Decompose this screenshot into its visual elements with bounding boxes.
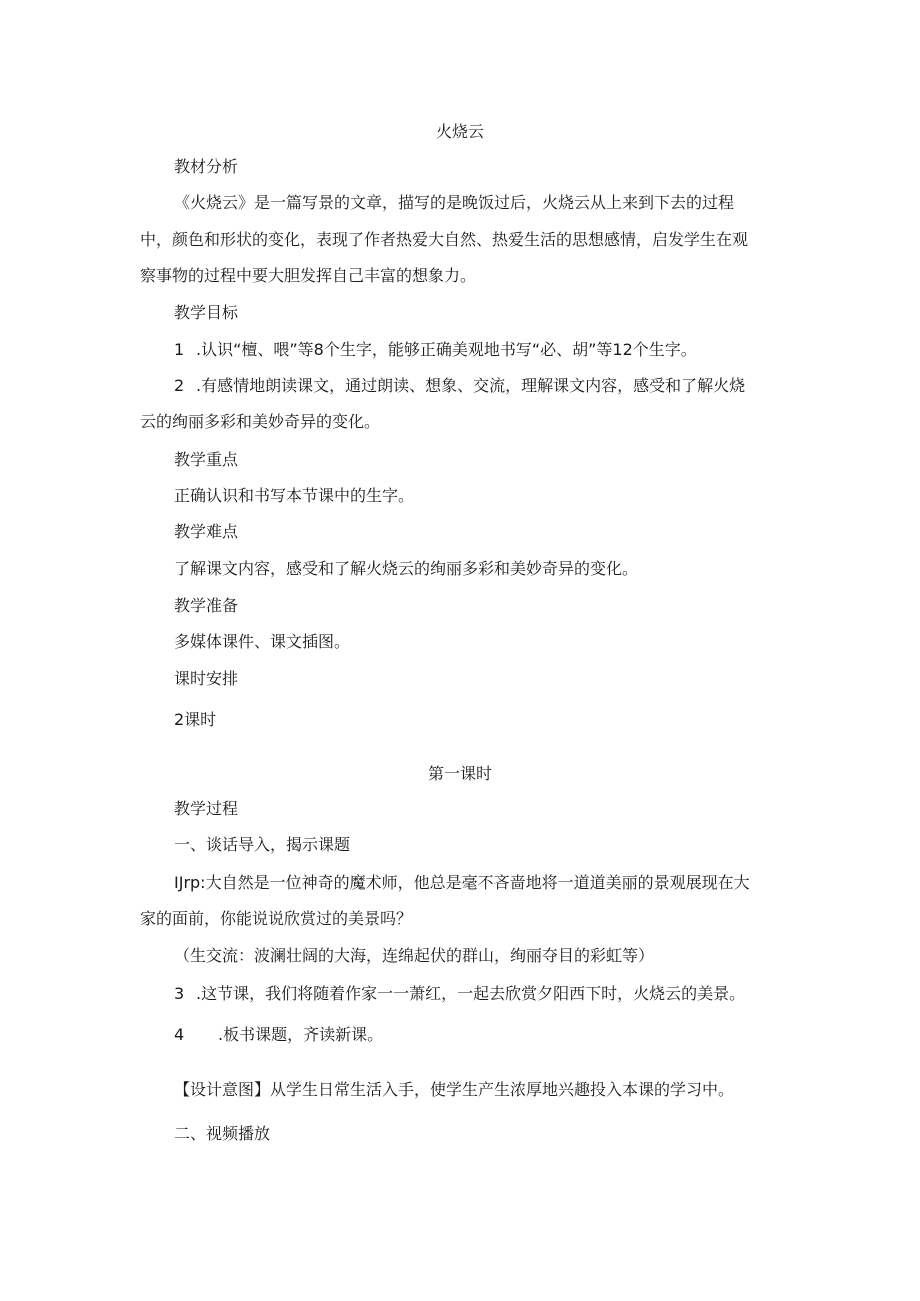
item-4-number: 4 [174, 1025, 185, 1044]
goal-2-text-line-2: 云的绚丽多彩和美妙奇异的变化。 [140, 412, 381, 431]
goal-1-text: .认识“檀、喂”等8个生字，能够正确美观地书写“必、胡”等12个生字。 [196, 340, 697, 359]
item-3-text: .这节课，我们将随着作家一一萧红，一起去欣赏夕阳西下时，火烧云的美景。 [196, 984, 746, 1003]
step-1-line-2: 家的面前，你能说说欣赏过的美景吗？ [140, 909, 413, 928]
heading-prep: 教学准备 [174, 596, 239, 615]
difficulty-text: 了解课文内容，感受和了解火烧云的绚丽多彩和美妙奇异的变化。 [174, 559, 639, 578]
lesson-1-title: 第一课时 [427, 764, 492, 783]
step-2-title: 二、视频播放 [174, 1124, 271, 1143]
goal-2 [174, 376, 745, 396]
design-intent: 【设计意图】从学生日常生活入手，使学生产生浓厚地兴趣投入本课的学习中。 [174, 1080, 735, 1099]
prep-text: 多媒体课件、课文插图。 [174, 632, 351, 651]
step-1-line-3: （生交流：波澜壮阔的大海，连绵起伏的群山，绚丽夺目的彩虹等） [174, 946, 655, 965]
heading-schedule: 课时安排 [174, 669, 239, 688]
heading-difficulty: 教学难点 [174, 522, 239, 541]
item-3 [174, 984, 745, 1004]
goal-2-text-line-1: .有感情地朗读课文，通过朗读、想象、交流，理解课文内容，感受和了解火烧 [196, 376, 746, 395]
item-3-number: 3 [174, 984, 185, 1003]
item-4-text: .板书课题，齐读新课。 [218, 1025, 384, 1044]
goal-1 [174, 340, 697, 360]
heading-process: 教学过程 [174, 799, 239, 818]
schedule-text: 2课时 [174, 710, 217, 729]
document-title: 火烧云 [435, 122, 484, 141]
step-1-line-1: IJrp:大自然是一位神奇的魔术师，他总是毫不吝啬地将一道道美丽的景观展现在大 [174, 873, 750, 892]
heading-analysis: 教材分析 [174, 157, 239, 176]
key-text: 正确认识和书写本节课中的生字。 [174, 486, 415, 505]
step-1-title: 一、谈话导入，揭示课题 [174, 835, 351, 854]
goal-2-number: 2 [174, 376, 185, 395]
analysis-line-2: 中，颜色和形状的变化，表现了作者热爱大自然、热爱生活的思想感情，启发学生在观 [140, 230, 749, 249]
heading-key: 教学重点 [174, 450, 239, 469]
analysis-line-3: 察事物的过程中要大胆发挥自己丰富的想象力。 [140, 266, 477, 285]
analysis-line-1: 《火烧云》是一篇写景的文章，描写的是晚饭过后，火烧云从上来到下去的过程 [174, 193, 735, 212]
item-4 [174, 1025, 383, 1045]
goal-1-number: 1 [174, 340, 185, 359]
heading-goals: 教学目标 [174, 303, 239, 322]
